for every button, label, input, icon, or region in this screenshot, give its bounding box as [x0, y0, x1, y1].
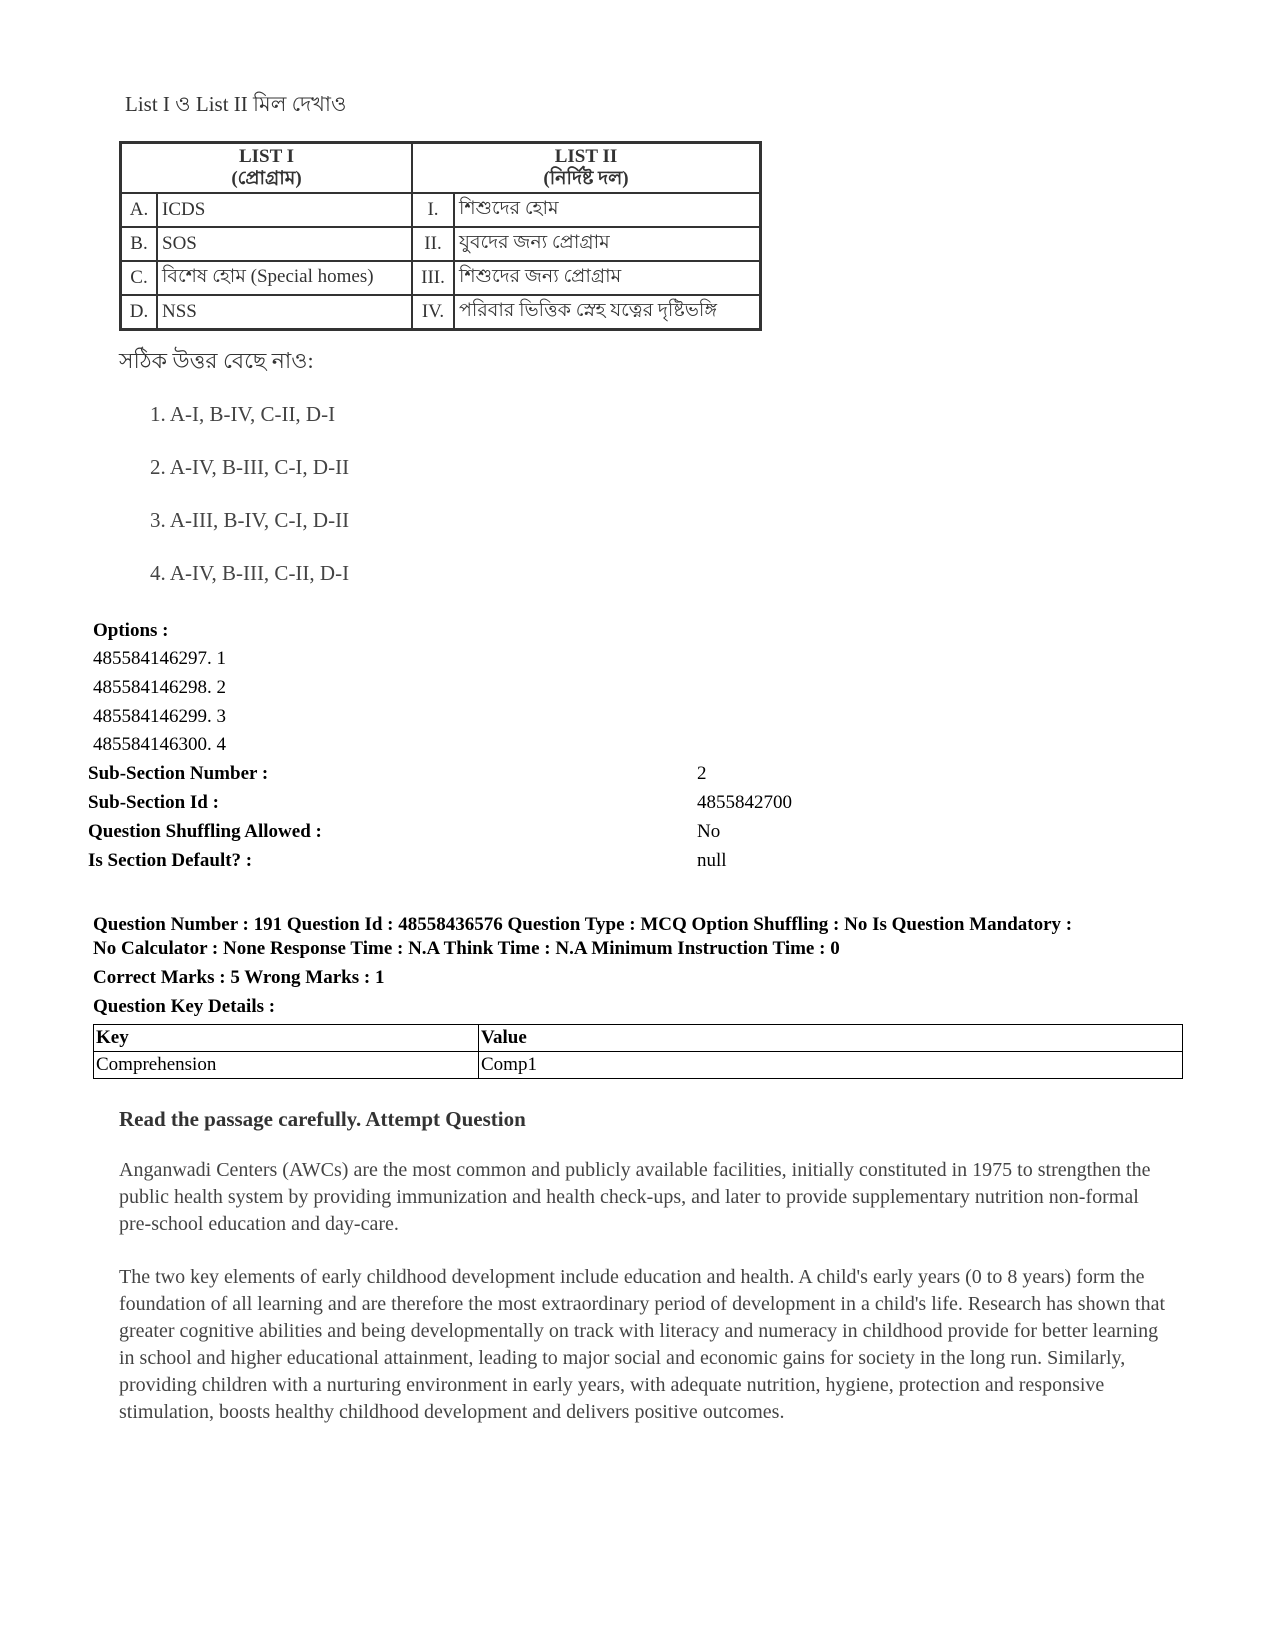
option-item: 485584146297. 1: [93, 648, 226, 669]
table-row: [94, 1052, 1183, 1079]
list2-header: [412, 143, 761, 194]
marks-info: Correct Marks : 5 Wrong Marks : 1: [93, 967, 385, 988]
list2-subtitle: (নির্দিষ্ট দল): [543, 168, 629, 189]
key-details-title: Question Key Details :: [93, 996, 276, 1017]
key-cell: Comprehension: [94, 1052, 479, 1079]
question-info-line2: No Calculator : None Response Time : N.A Think Time : N.A Minimum Instruction Time : 0: [93, 938, 840, 959]
list2-item: যুবদের জন্য প্রোগ্রাম: [454, 227, 761, 261]
match-row: [121, 193, 761, 227]
list2-item: শিশুদের জন্য প্রোগ্রাম: [454, 261, 761, 295]
key-header: Key: [94, 1025, 479, 1052]
option-item: 485584146299. 3: [93, 706, 226, 727]
question-instruction: List I ও List II মিল দেখাও: [125, 92, 347, 116]
list1-subtitle: (প্রোগ্রাম): [231, 168, 302, 189]
row-numeral: I.: [412, 193, 454, 227]
row-letter: C.: [121, 261, 158, 295]
question-shuffling-label: Question Shuffling Allowed :: [88, 821, 322, 842]
match-row: [121, 227, 761, 261]
answer-choice: 1. A-I, B-IV, C-II, D-I: [150, 402, 336, 426]
option-item: 485584146298. 2: [93, 677, 226, 698]
question-info-line1: Question Number : 191 Question Id : 48558436576 Question Type : MCQ Option Shuffling : No Is Question Mandatory :: [93, 914, 1073, 935]
row-numeral: III.: [412, 261, 454, 295]
list1-item: ICDS: [157, 193, 412, 227]
section-default-label: Is Section Default? :: [88, 850, 253, 871]
match-row: [121, 295, 761, 330]
row-letter: D.: [121, 295, 158, 330]
answer-choice: 4. A-IV, B-III, C-II, D-I: [150, 561, 350, 585]
key-details-table: [93, 1024, 1183, 1079]
options-title: Options :: [93, 620, 169, 641]
answer-choice: 3. A-III, B-IV, C-I, D-II: [150, 508, 350, 532]
subsection-number-value: 2: [697, 763, 707, 784]
list1-header: [121, 143, 413, 194]
list1-title: LIST I: [238, 146, 295, 167]
question-shuffling-value: No: [697, 821, 721, 842]
option-item: 485584146300. 4: [93, 734, 226, 755]
passage-paragraph-2: The two key elements of early childhood development include education and health. A child's early years (0 to 8 years) form the foundation of all learning and are therefore the most extraordinary period of development in a child's life. Research has shown that greater cognitive abilities and being developmentally on track with literacy and numeracy in childhood provide for better learning in school and higher educational attainment, leading to major social and economic gains for society in the long run. Similarly, providing children with a nurturing environment in early years, with adequate nutrition, hygiene, protection and responsive stimulation, boosts healthy childhood development and delivers positive outcomes.: [119, 1266, 1166, 1423]
list2-item: শিশুদের হোম: [454, 193, 761, 227]
value-header: Value: [479, 1025, 1183, 1052]
list2-title: LIST II: [554, 146, 618, 167]
list1-item: NSS: [157, 295, 412, 330]
subsection-number-label: Sub-Section Number :: [88, 763, 269, 784]
question-info: [93, 913, 1193, 961]
value-cell: Comp1: [479, 1052, 1183, 1079]
passage-paragraph-1: Anganwadi Centers (AWCs) are the most common and publicly available facilities, initially constituted in 1975 to strengthen the public health system by providing immunization and health check-ups, and later to provide supplementary nutrition non-formal pre-school education and day-care.: [119, 1159, 1151, 1235]
row-letter: A.: [121, 193, 158, 227]
row-numeral: II.: [412, 227, 454, 261]
list2-item: পরিবার ভিত্তিক স্নেহ যত্নের দৃষ্টিভঙ্গি: [454, 295, 761, 330]
match-table: [119, 141, 762, 331]
row-numeral: IV.: [412, 295, 454, 330]
answer-choice: 2. A-IV, B-III, C-I, D-II: [150, 455, 350, 479]
match-row: [121, 261, 761, 295]
subsection-id-label: Sub-Section Id :: [88, 792, 219, 813]
passage-title: Read the passage carefully. Attempt Question: [119, 1107, 526, 1131]
subsection-id-value: 4855842700: [697, 792, 792, 813]
select-prompt: সঠিক উত্তর বেছে নাও:: [119, 348, 314, 373]
list1-item: বিশেষ হোম (Special homes): [157, 261, 412, 295]
section-default-value: null: [697, 850, 727, 871]
row-letter: B.: [121, 227, 158, 261]
list1-item: SOS: [157, 227, 412, 261]
